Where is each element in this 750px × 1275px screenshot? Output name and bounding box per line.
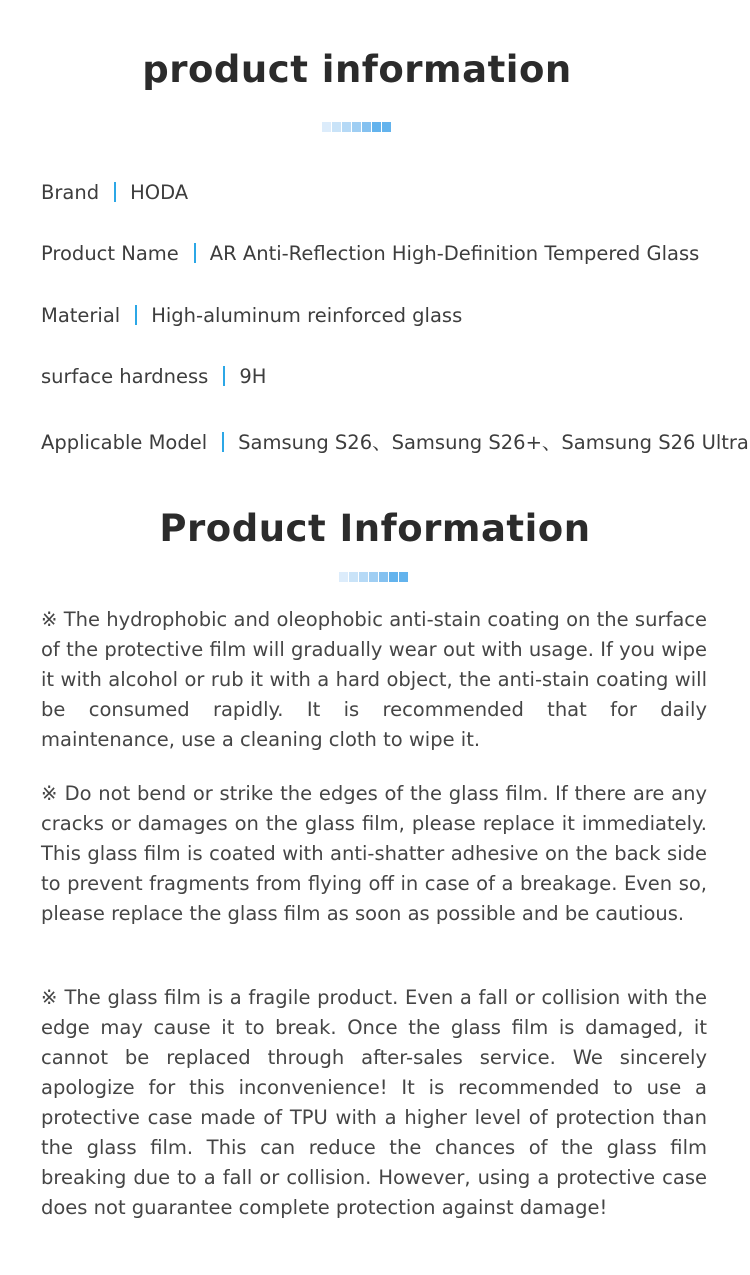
- divider-block: [389, 572, 398, 582]
- care-note-edges: ※ Do not bend or strike the edges of the glass film. If there are any cracks or damages on the glass film, please replace it immediately. This glass film is coated with anti-shatter adhesive on the back side to prevent fragments from flying off in case of a breakage. Even so, please replace the glass film as soon as possible and be cautious.: [41, 782, 707, 925]
- divider-block: [362, 122, 371, 132]
- care-note-coating: ※ The hydrophobic and oleophobic anti-stain coating on the surface of the protective film will gradually wear out with usage. If you wipe it with alcohol or rub it with a hard object, the anti-stain coating will be consumed rapidly. It is recommended that for daily maintenance, use a cleaning cloth to wipe it.: [41, 608, 707, 751]
- spec-row-applicable-model: [41, 427, 749, 455]
- divider-block: [352, 122, 361, 132]
- spec-value: HODA: [130, 181, 189, 204]
- spec-label: Material: [41, 304, 121, 327]
- spec-value: Samsung S26、Samsung S26+、Samsung S26 Ultra: [238, 431, 749, 454]
- divider-block: [379, 572, 388, 582]
- section-title-product-information: product information: [142, 48, 572, 91]
- divider-block: [369, 572, 378, 582]
- spec-label: Brand: [41, 181, 100, 204]
- spec-label: surface hardness: [41, 365, 209, 388]
- spec-label: Applicable Model: [41, 431, 208, 454]
- divider-block: [349, 572, 358, 582]
- divider-block: [322, 122, 331, 132]
- spec-separator: [194, 243, 196, 263]
- spec-separator: [135, 305, 137, 325]
- title-divider: [339, 572, 408, 582]
- spec-row-surface-hardness: [41, 365, 266, 388]
- divider-block: [372, 122, 381, 132]
- spec-row-brand: [41, 181, 188, 204]
- spec-value: AR Anti-Reflection High-Definition Tempered Glass: [209, 242, 700, 265]
- spec-row-product-name: [41, 242, 699, 265]
- divider-block: [339, 572, 348, 582]
- spec-separator: [114, 182, 116, 202]
- divider-block: [359, 572, 368, 582]
- spec-value: 9H: [239, 365, 267, 388]
- spec-label: Product Name: [41, 242, 179, 265]
- divider-block: [332, 122, 341, 132]
- care-note-fragile: ※ The glass film is a fragile product. Even a fall or collision with the edge may cause it to break. Once the glass film is damaged, it cannot be replaced through after-sales service. We sincerely apologize for this inconvenience! It is recommended to use a protective case made of TPU with a higher level of protection than the glass film. This can reduce the chances of the glass film breaking due to a fall or collision. However, using a protective case does not guarantee complete protection against damage!: [41, 986, 707, 1219]
- divider-block: [382, 122, 391, 132]
- divider-block: [399, 572, 408, 582]
- spec-separator: [223, 366, 225, 386]
- divider-block: [342, 122, 351, 132]
- spec-row-material: [41, 304, 462, 327]
- title-divider: [322, 122, 391, 132]
- spec-value: High-aluminum reinforced glass: [151, 304, 463, 327]
- spec-separator: [222, 432, 224, 452]
- section-title-product-notes: Product Information: [159, 507, 591, 550]
